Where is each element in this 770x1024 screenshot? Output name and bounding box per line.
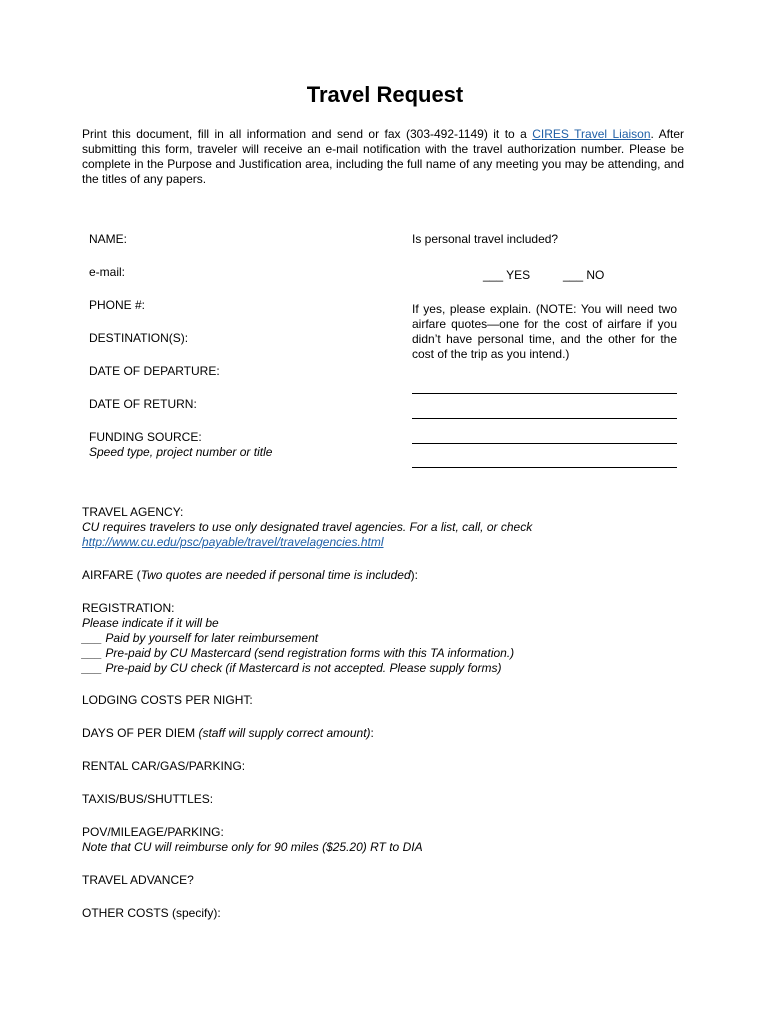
- registration-label: REGISTRATION:: [82, 601, 175, 615]
- registration-option[interactable]: ___ Pre-paid by CU check (if Mastercard is not accepted. Please supply forms): [82, 661, 502, 675]
- personal-travel-question: Is personal travel included?: [412, 232, 559, 246]
- lodging-label: LODGING COSTS PER NIGHT:: [82, 693, 253, 707]
- travel-agency-note: CU requires travelers to use only designated travel agencies. For a list, call, or check: [82, 520, 533, 534]
- funding-source-note: Speed type, project number or title: [89, 445, 273, 459]
- funding-source-label: FUNDING SOURCE:: [89, 430, 202, 444]
- personal-travel-explain: If yes, please explain. (NOTE: You will need two airfare quotes—one for the cost of airfare if you didn’t have personal time, and the other for the cost of the trip as you intend.): [412, 302, 677, 361]
- destination-label: DESTINATION(S):: [89, 331, 189, 345]
- registration-option[interactable]: ___ Paid by yourself for later reimbursement: [82, 631, 319, 645]
- return-date-label: DATE OF RETURN:: [89, 397, 197, 411]
- per-diem-suffix: :: [370, 726, 374, 740]
- no-option[interactable]: ___ NO: [563, 268, 605, 282]
- intro-text-start: Print this document, fill in all information and send or fax (303-492-1149) it to a: [82, 127, 533, 141]
- name-label: NAME:: [89, 232, 128, 246]
- per-diem-note: (staff will supply correct amount): [198, 726, 371, 740]
- taxis-label: TAXIS/BUS/SHUTTLES:: [82, 792, 214, 806]
- per-diem-section: [82, 726, 692, 741]
- airfare-label: AIRFARE (: [82, 568, 141, 582]
- intro-paragraph: [82, 127, 684, 187]
- travel-agencies-link[interactable]: http://www.cu.edu/psc/payable/travel/travelagencies.html: [82, 535, 384, 549]
- phone-label: PHONE #:: [89, 298, 146, 312]
- airfare-note: Two quotes are needed if personal time is included: [140, 568, 411, 582]
- explain-blank-line[interactable]: [412, 467, 677, 468]
- explain-blank-line[interactable]: [412, 418, 677, 419]
- yes-option[interactable]: ___ YES: [483, 268, 531, 282]
- travel-agency-label: TRAVEL AGENCY:: [82, 505, 184, 519]
- funding-source-field: [89, 430, 272, 459]
- registration-option[interactable]: ___ Pre-paid by CU Mastercard (send registration forms with this TA information.): [82, 646, 515, 660]
- intro-text-end: . After submitting this form, traveler will receive an e-mail notification with the travel authorization number. Please be complete in the Purpose and Justification area, including the full name of any meeting you may be attending, and the titles of any papers.: [82, 127, 684, 186]
- explain-blank-line[interactable]: [412, 443, 677, 444]
- registration-note: Please indicate if it will be: [82, 616, 219, 630]
- pov-note: Note that CU will reimburse only for 90 miles ($25.20) RT to DIA: [82, 840, 423, 854]
- airfare-section: [82, 568, 692, 583]
- per-diem-label: DAYS OF PER DIEM: [82, 726, 199, 740]
- airfare-suffix: ):: [410, 568, 418, 582]
- other-costs-label: OTHER COSTS (specify):: [82, 906, 221, 920]
- pov-section: [82, 825, 692, 855]
- explain-blank-line[interactable]: [412, 393, 677, 394]
- travel-agency-section: [82, 505, 692, 550]
- registration-section: [82, 601, 692, 676]
- page-title: Travel Request: [306, 82, 464, 107]
- email-label: e-mail:: [89, 265, 126, 279]
- departure-date-label: DATE OF DEPARTURE:: [89, 364, 220, 378]
- pov-label: POV/MILEAGE/PARKING:: [82, 825, 224, 839]
- cires-travel-liaison-link[interactable]: CIRES Travel Liaison: [532, 127, 651, 141]
- travel-advance-label: TRAVEL ADVANCE?: [82, 873, 194, 887]
- rental-car-label: RENTAL CAR/GAS/PARKING:: [82, 759, 246, 773]
